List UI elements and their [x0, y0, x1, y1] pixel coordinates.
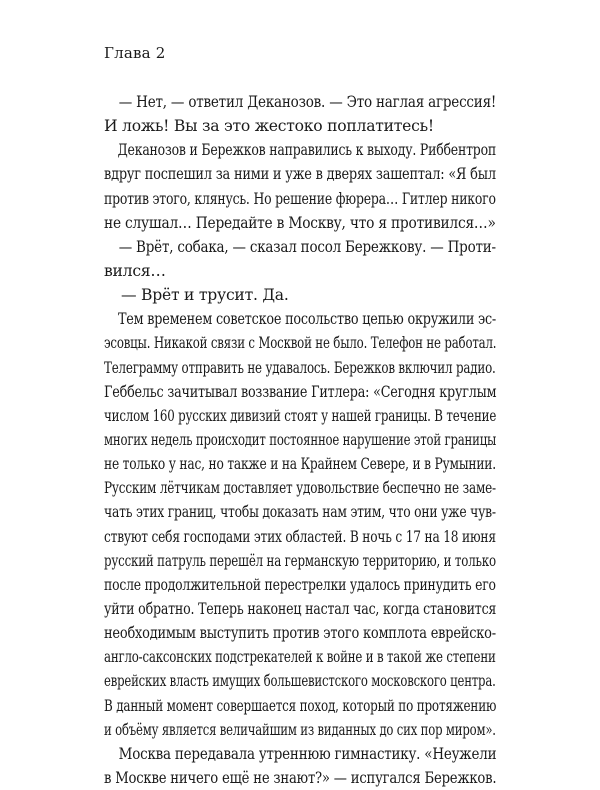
text-line: вдруг поспешил за ними и уже в дверях зашептал: «Я был — [104, 165, 496, 184]
text-line: эсовцы. Никакой связи с Москвой не было. Телефон не работал. — [104, 334, 497, 353]
text-line: необходимым выступить против этого комплота еврейско- — [104, 624, 496, 643]
chapter-running-header: Глава 2 — [104, 44, 166, 62]
text-line: после продолжительной перестрелки удалось принудить его — [104, 575, 496, 594]
body-text — [104, 90, 497, 790]
text-line: Тем временем советское посольство цепью окружили эс- — [117, 310, 497, 329]
text-line: — Нет, — ответил Деканозов. — Это наглая агрессия! — [118, 93, 497, 111]
text-line: числом 160 русских дивизий стоят у нашей границы. В течение — [104, 406, 497, 425]
text-line: в Москве ничего ещё не знают?» — испугался Бережков. — [104, 768, 497, 787]
text-line: Телеграмму отправить не удавалось. Бережков включил радио. — [104, 358, 496, 377]
text-line: многих недель происходит постоянное нарушение этой границы — [104, 430, 497, 449]
text-line: ствуют себя господами этих областей. В ночь с 17 на 18 июня — [104, 527, 496, 546]
text-line: Деканозов и Бережков направились к выходу. Риббентроп — [117, 141, 497, 160]
text-line: и объёму является величайшим из виданных до сих пор миром». — [104, 720, 496, 739]
text-line: еврейских власть имущих большевистского московского центра. — [104, 672, 496, 691]
text-line: — Врёт, собака, — сказал посол Бережкову. — Проти- — [118, 237, 496, 256]
text-line: чать этих границ, чтобы доказать нам этим, что они уже чув- — [104, 503, 496, 522]
text-line: русский патруль перешёл на германскую территорию, и только — [104, 551, 496, 570]
text-line: англо-саксонских подстрекателей к войне и в такой же степени — [104, 648, 496, 667]
text-line: В данный момент совершается поход, который по протяжению — [104, 696, 497, 715]
text-line: Москва передавала утреннюю гимнастику. «Неужели — [118, 744, 497, 763]
text-line: уйти обратно. Теперь наконец настал час, когда становится — [104, 599, 497, 618]
text-line: не только у нас, но также и на Крайнем Севере, и в Румынии. — [104, 455, 496, 474]
text-line: против этого, клянусь. Но решение фюрера… Гитлер никого — [104, 189, 496, 208]
text-line: И ложь! Вы за это жестоко поплатитесь! — [104, 117, 434, 136]
text-line: не слушал… Передайте в Москву, что я противился…» — [104, 213, 496, 232]
text-line: — Врёт и трусит. Да. — [121, 286, 289, 305]
text-line: вился… — [104, 261, 166, 280]
text-line: Русским лётчикам доставляет удовольствие беспечно не заме- — [104, 479, 496, 498]
text-line: Геббельс зачитывал воззвание Гитлера: «Сегодня круглым — [104, 382, 497, 401]
